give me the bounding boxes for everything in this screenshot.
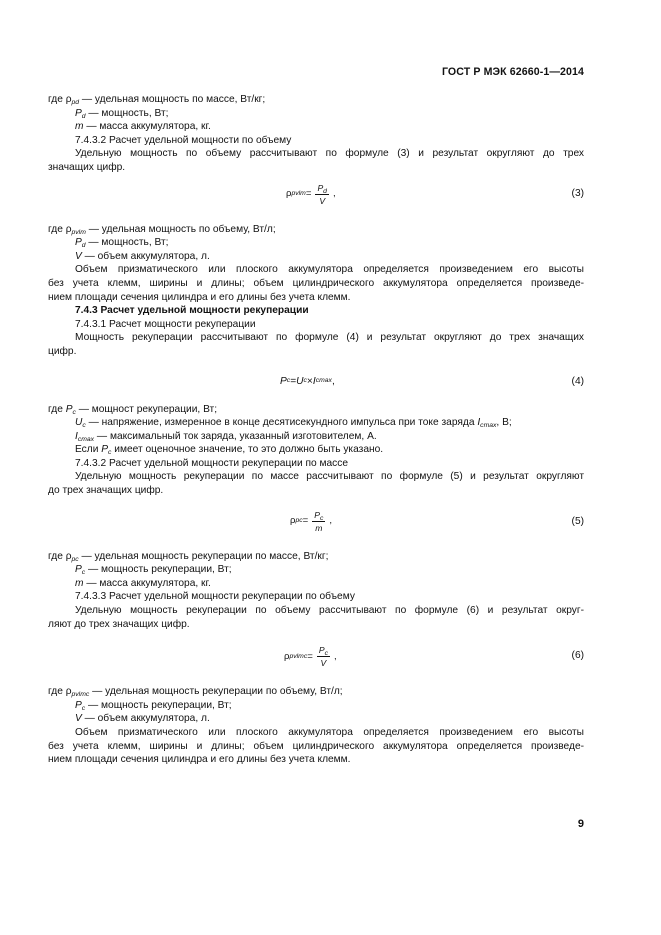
fraction: $\frac{P_c}{m}$ <box>314 509 324 533</box>
paragraph-line: без учета клемм, ширины и длины; объем цилиндрического аккумулятора определяется произведе- <box>48 740 584 752</box>
fraction: $\frac{P_d}{V}$ <box>317 182 327 206</box>
paragraph-line: без учета клемм, ширины и длины; объем цилиндрического аккумулятора определяется произведе- <box>48 277 584 289</box>
definition-line: V — объем аккумулятора, л. <box>75 713 210 725</box>
formula-5: ρ pc = $\frac{P_c}{m}$ , (5) <box>290 509 584 533</box>
definition-line: где $P_c$ — мощност рекуперации, Вт; <box>48 403 218 416</box>
definition-line: m — масса аккумулятора, кг. <box>75 577 211 589</box>
section-heading: 7.4.3.2 Расчет удельной мощности рекуперации по массе <box>75 457 349 469</box>
definition-line: m — масса аккумулятора, кг. <box>75 121 211 133</box>
formula-number: (6) <box>571 650 584 662</box>
paragraph-line: Если $P_c$ имеет оценочное значение, то это должно быть указано. <box>75 444 384 457</box>
paragraph-line: ляют до трех значащих цифр. <box>48 618 190 630</box>
paragraph-line: Удельную мощность рекуперации по объему рассчитывают по формуле (6) и результат округ- <box>75 605 584 617</box>
paragraph-line: до трех значащих цифр. <box>48 485 164 497</box>
definition-line: $P_c$ — мощность рекуперации, Вт; <box>75 564 232 577</box>
formula-6: ρ pvlmc = $\frac{P_c}{V}$ , (6) <box>284 645 584 669</box>
paragraph-line: Объем призматического или плоского аккумулятора определяется произведением его высоты <box>75 264 584 276</box>
paragraph-line: Удельную мощность по объему рассчитывают по формуле (3) и результат округляют до трех <box>75 148 584 160</box>
definition-line: $P_c$ — мощность рекуперации, Вт; <box>75 699 232 712</box>
formula-number: (3) <box>571 187 584 199</box>
definition-line: V — объем аккумулятора, л. <box>75 250 210 262</box>
formula-number: (5) <box>571 515 584 527</box>
page-number: 9 <box>577 818 584 830</box>
paragraph-line: Мощность рекуперации рассчитывают по формуле (4) и результат округляют до трех значащих <box>75 332 584 344</box>
formula-number: (4) <box>571 375 584 387</box>
page-header: ГОСТ Р МЭК 62660-1—2014 <box>441 66 584 78</box>
section-heading: 7.4.3 Расчет удельной мощности рекуперации <box>75 305 309 317</box>
paragraph-line: нием площади сечения цилиндра и его длины без учета клемм. <box>48 754 351 766</box>
paragraph-line: Удельную мощность рекуперации по массе рассчитывают по формуле (5) и результат округляют <box>75 471 584 483</box>
formula-3: ρ pvlm = $\frac{P_d}{V}$ , (3) <box>286 182 584 206</box>
section-heading: 7.4.3.3 Расчет удельной мощности рекуперации по объему <box>75 591 355 603</box>
document-body <box>48 93 584 767</box>
paragraph-line: цифр. <box>48 345 77 357</box>
definition-line: где $\rho_{pd}$ — удельная мощность по массе, Вт/кг; <box>48 94 266 106</box>
paragraph-line: значащих цифр. <box>48 161 126 173</box>
section-heading: 7.4.3.1 Расчет мощности рекуперации <box>75 318 256 330</box>
definition-line: $U_c$ — напряжение, измеренное в конце десятисекундного импульса при токе заряда $I_{cmax}$, В; <box>75 417 512 430</box>
paragraph-line: Объем призматического или плоского аккумулятора определяется произведением его высоты <box>75 727 584 738</box>
definition-line: $I_{cmax}$ — максимальный ток заряда, указанный изготовителем, А. <box>75 430 377 443</box>
definition-line: $P_d$ — мощность, Вт; <box>75 237 169 250</box>
definition-line: где $\rho_{pvlm}$ — удельная мощность по объему, Вт/л; <box>48 223 276 236</box>
formula-4: P c = U c × I cmax , (4) <box>280 375 584 387</box>
fraction: $\frac{P_c}{V}$ <box>318 645 328 669</box>
definition-line: где $\rho_{pvlmc}$ — удельная мощность рекуперации по объему, Вт/л; <box>48 686 343 699</box>
section-heading: 7.4.3.2 Расчет удельной мощности по объему <box>75 134 292 146</box>
definition-line: где $\rho_{pc}$ — удельная мощность рекуперации по массе, Вт/кг; <box>48 550 329 563</box>
paragraph-line: нием площади сечения цилиндра и его длины без учета клемм. <box>48 291 351 303</box>
definition-line: $P_d$ — мощность, Вт; <box>75 107 169 120</box>
